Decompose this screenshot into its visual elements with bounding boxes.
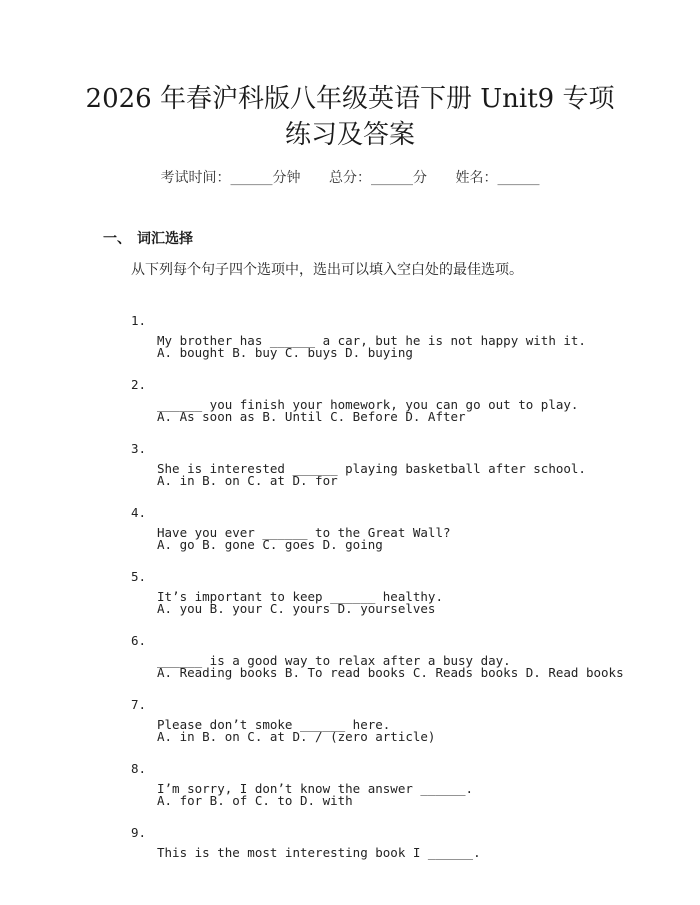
question-options — [0, 579, 700, 616]
question-options — [0, 771, 700, 808]
student-name-label: 姓名：______ — [455, 170, 540, 186]
question-number: 8. — [131, 761, 147, 776]
section-instruction: 从下列每个句子四个选项中，选出可以填入空白处的最佳选项。 — [131, 262, 523, 278]
question-item — [0, 675, 700, 732]
question-number: 4. — [131, 505, 147, 520]
question-text: My brother has ______ a car, but he is not happy with it. — [157, 333, 586, 348]
question-number: 3. — [131, 441, 147, 456]
options-text: A. you B. your C. yours D. yourselves — [157, 601, 436, 616]
exam-info — [0, 168, 700, 188]
question-item — [0, 739, 700, 796]
question-options — [0, 515, 700, 552]
question-text: This is the most interesting book I ______. — [157, 845, 481, 860]
question-text: ______ is a good way to relax after a busy day. — [157, 653, 511, 668]
exam-time-label: 考试时间：______分钟 — [160, 170, 301, 186]
question-number: 7. — [131, 697, 147, 712]
exam-score-label: 总分：______分 — [329, 170, 427, 186]
section-number: 一、 — [103, 231, 131, 247]
question-item — [0, 419, 700, 476]
question-item — [0, 483, 700, 540]
section-title: 词汇选择 — [137, 231, 193, 247]
question-number: 9. — [131, 825, 147, 840]
options-text: A. go B. gone C. goes D. going — [157, 537, 383, 552]
document-title-line2: 练习及答案 — [284, 120, 415, 150]
question-text: I’m sorry, I don’t know the answer ______. — [157, 781, 474, 796]
question-text: ______ you finish your homework, you can go out to play. — [157, 397, 579, 412]
question-number: 5. — [131, 569, 147, 584]
question-list — [0, 291, 700, 860]
question-options — [0, 707, 700, 744]
question-options — [0, 323, 700, 360]
question-item — [0, 355, 700, 412]
options-text: A. As soon as B. Until C. Before D. After — [157, 409, 466, 424]
question-text: Please don’t smoke ______ here. — [157, 717, 391, 732]
question-number: 6. — [131, 633, 147, 648]
question-text: Have you ever ______ to the Great Wall? — [157, 525, 451, 540]
options-text: A. Reading books B. To read books C. Reads books D. Read books — [157, 665, 624, 680]
options-text: A. bought B. buy C. buys D. buying — [157, 345, 413, 360]
question-options — [0, 451, 700, 488]
question-text: It’s important to keep ______ healthy. — [157, 589, 443, 604]
question-item — [0, 547, 700, 604]
question-item — [0, 611, 700, 668]
question-options — [0, 643, 700, 680]
section-heading — [103, 229, 193, 249]
question-item — [0, 803, 700, 860]
question-text: She is interested ______ playing basketball after school. — [157, 461, 586, 476]
question-number: 2. — [131, 377, 147, 392]
question-number: 1. — [131, 313, 147, 328]
question-item — [0, 291, 700, 348]
question-options — [0, 387, 700, 424]
options-text: A. for B. of C. to D. with — [157, 793, 353, 808]
options-text: A. in B. on C. at D. for — [157, 473, 338, 488]
document-title-line1: 2026 年春沪科版八年级英语下册 Unit9 专项 — [85, 84, 615, 114]
options-text: A. in B. on C. at D. / (zero article) — [157, 729, 436, 744]
